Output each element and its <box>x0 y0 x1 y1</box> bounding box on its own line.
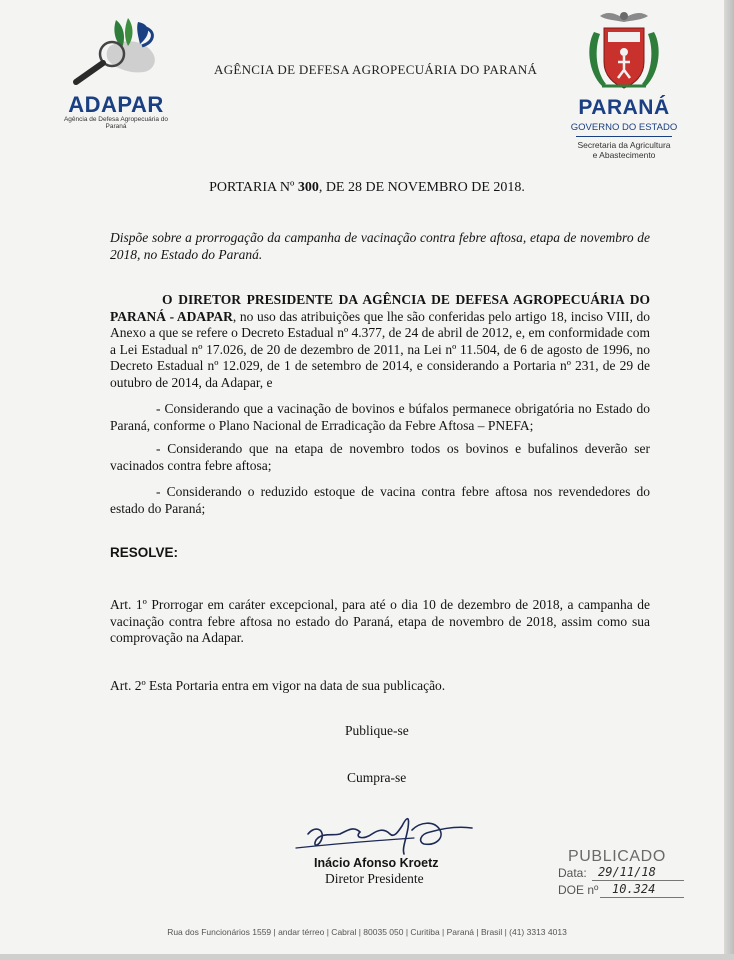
document-title <box>0 180 734 196</box>
considerando-1: - Considerando que a vacinação de bovinos e búfalos permanece obrigatória no Estado do Paraná, conforme o Plano Nacional de Erradicação da Febre Aftosa – PNEFA; <box>110 401 650 433</box>
preamble-authority: O DIRETOR PRESIDENTE DA AGÊNCIA DE DEFESA AGROPECUÁRIA DO PARANÁ - ADAPAR <box>110 292 650 324</box>
preamble-text: , no uso das atribuições que lhe são conferidas pelo artigo 18, inciso VIII, do Anexo a que se refere o Decreto Estadual nº 4.377, de 24 de abril de 2012, e, em conformidade com a Lei Estadual nº 17.026, de 20 de dezembro de 2011, na Lei nº 11.504, de 6 de agosto de 1996, no Decreto Estadual nº 12.029, de 1 de setembro de 2014, e considerando a Portaria nº 231, de 29 de outubro de 2014, da Adapar, e <box>110 308 650 390</box>
page-bottom-edge <box>0 954 734 960</box>
agency-heading: AGÊNCIA DE DEFESA AGROPECUÁRIA DO PARANÁ <box>214 62 538 77</box>
adapar-wordmark: ADAPAR <box>68 92 164 117</box>
article-2: Art. 2º Esta Portaria entra em vigor na data de sua publicação. <box>110 678 446 693</box>
adapar-logo <box>54 16 178 128</box>
considerando-3: - Considerando o reduzido estoque de vacina contra febre aftosa nos revendedores do estado do Paraná; <box>110 484 650 516</box>
adapar-logo-subtitle: Agência de Defesa Agropecuária do Paraná <box>63 116 169 130</box>
title-number: 300 <box>297 180 319 195</box>
stamp-doe-label: DOE nº <box>558 883 599 897</box>
stamp-doe-value: 10.324 <box>612 882 656 896</box>
stamp-doe-row <box>558 882 656 897</box>
article-1: Art. 1º Prorrogar em caráter excepcional, para até o dia 10 de dezembro de 2018, a campanha de vacinação contra febre aftosa no estado do Paraná, etapa de novembro de 2018, assim como sua comprovação na Adapar. <box>110 597 650 645</box>
publique-se: Publique-se <box>345 723 409 738</box>
stamp-date-value: 29/11/18 <box>598 865 656 879</box>
ementa: Dispõe sobre a prorrogação da campanha de vacinação contra febre aftosa, etapa de novembro de 2018, no Estado do Paraná. <box>110 230 650 262</box>
stamp-date-row <box>558 865 656 880</box>
signer-name: Inácio Afonso Kroetz <box>314 856 439 870</box>
title-prefix: PORTARIA Nº <box>209 180 298 195</box>
magnifier-leaf-icon <box>54 16 178 92</box>
resolve-heading: RESOLVE: <box>110 545 179 560</box>
secretariat-line-2: e Abastecimento <box>592 150 656 160</box>
parana-wordmark: PARANÁ <box>578 96 670 119</box>
cumpra-se: Cumpra-se <box>347 770 407 785</box>
secretariat-label <box>562 140 686 160</box>
secretariat-line-1: Secretaria da Agricultura <box>577 140 671 150</box>
stamp-date-underline <box>592 880 684 881</box>
stamp-doe-underline <box>600 897 684 898</box>
parana-logo <box>562 6 686 166</box>
footer-address: Rua dos Funcionários 1559 | andar térreo | Cabral | 80035 050 | Curitiba | Paraná | Brasil | (41) 3313 4013 <box>167 927 567 937</box>
page-edge-shadow <box>724 0 734 960</box>
coat-of-arms-icon <box>562 6 686 96</box>
governo-do-estado-label: GOVERNO DO ESTADO <box>570 122 678 133</box>
considerando-2: - Considerando que na etapa de novembro todos os bovinos e bufalinos deverão ser vacinados contra febre aftosa; <box>110 441 650 473</box>
published-stamp <box>556 848 690 902</box>
preamble-paragraph <box>110 292 650 391</box>
stamp-date-label: Data: <box>558 866 587 880</box>
logo-divider <box>576 136 672 137</box>
title-suffix: , DE 28 DE NOVEMBRO DE 2018. <box>318 180 525 195</box>
stamp-title: PUBLICADO <box>568 848 666 865</box>
signer-role: Diretor Presidente <box>325 871 424 886</box>
